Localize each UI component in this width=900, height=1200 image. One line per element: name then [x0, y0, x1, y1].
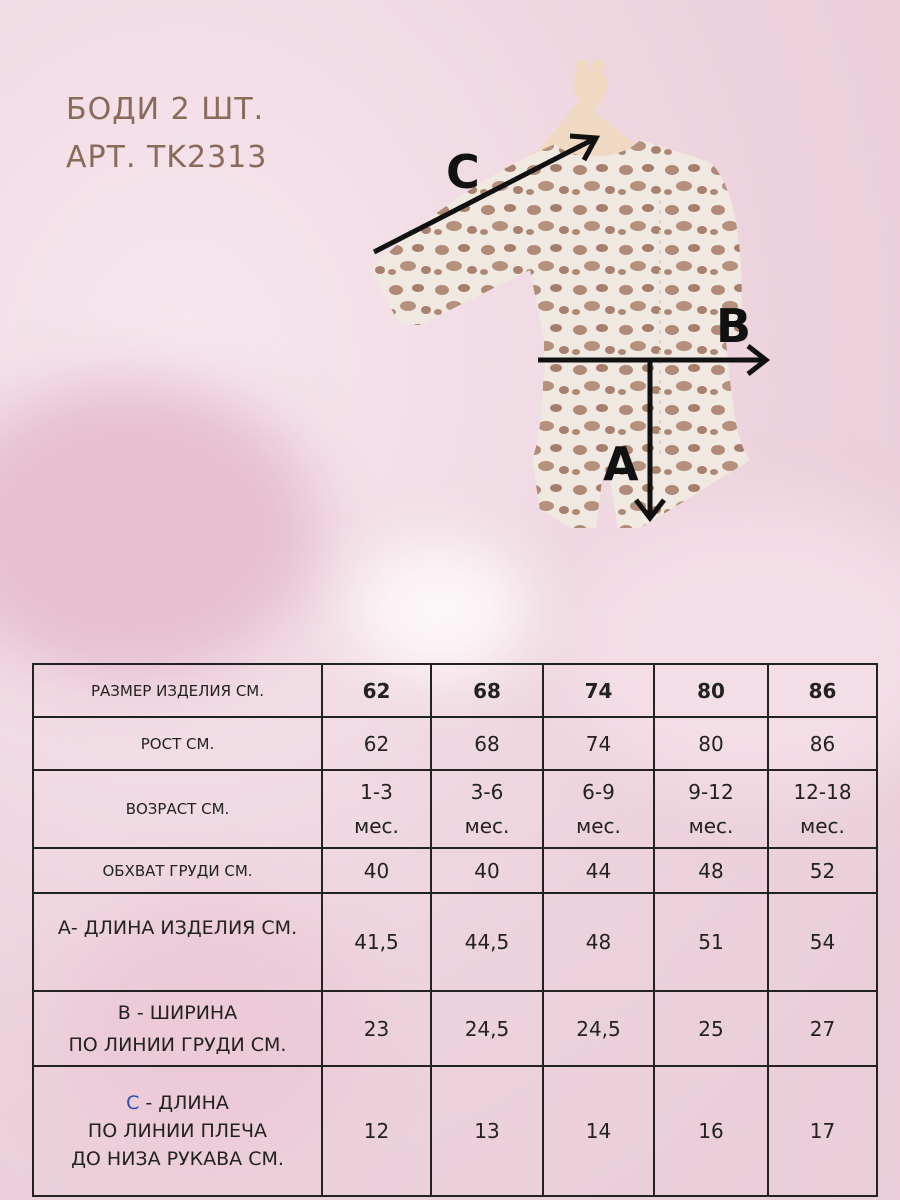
table-cell: 24,5 [431, 991, 543, 1066]
table-cell: 9-12 мес. [654, 770, 768, 848]
table-cell: 24,5 [543, 991, 654, 1066]
table-cell: 27 [768, 991, 877, 1066]
table-cell: 48 [654, 848, 768, 893]
size-68: 68 [431, 664, 543, 717]
size-62: 62 [322, 664, 431, 717]
label-a: A [603, 437, 639, 491]
product-article: АРТ. TK2313 [66, 140, 268, 175]
table-row [33, 770, 877, 848]
table-cell: 68 [431, 717, 543, 770]
table-cell: 3-6 мес. [431, 770, 543, 848]
table-cell: 40 [431, 848, 543, 893]
size-table [32, 663, 878, 1197]
bodysuit-diagram [340, 40, 800, 540]
size-80: 80 [654, 664, 768, 717]
table-cell: 14 [543, 1066, 654, 1196]
label-c: C [446, 145, 480, 199]
heart-decoration [350, 540, 530, 680]
table-row [33, 893, 877, 991]
table-cell: 86 [768, 717, 877, 770]
c-letter: С [126, 1092, 140, 1114]
bodysuit-icon [370, 140, 750, 528]
table-cell: 17 [768, 1066, 877, 1196]
background-blob [0, 380, 320, 680]
table-cell: 54 [768, 893, 877, 991]
table-cell: 12 [322, 1066, 431, 1196]
label-b: B [716, 299, 752, 353]
table-row [33, 991, 877, 1066]
row-label: ВОЗРАСТ СМ. [33, 770, 322, 848]
table-cell: 52 [768, 848, 877, 893]
product-title: БОДИ 2 ШТ. [66, 92, 265, 127]
table-cell: 44 [543, 848, 654, 893]
row-label: РАЗМЕР ИЗДЕЛИЯ СМ. [33, 664, 322, 717]
row-label: С - ДЛИНА ПО ЛИНИИ ПЛЕЧА ДО НИЗА РУКАВА СМ. [33, 1066, 322, 1196]
table-cell: 62 [322, 717, 431, 770]
table-cell: 40 [322, 848, 431, 893]
table-cell: 41,5 [322, 893, 431, 991]
table-cell: 48 [543, 893, 654, 991]
row-label: РОСТ СМ. [33, 717, 322, 770]
table-row [33, 1066, 877, 1196]
table-cell: 51 [654, 893, 768, 991]
table-cell: 80 [654, 717, 768, 770]
size-74: 74 [543, 664, 654, 717]
table-cell: 6-9 мес. [543, 770, 654, 848]
table-cell: 23 [322, 991, 431, 1066]
size-86: 86 [768, 664, 877, 717]
row-label: А- ДЛИНА ИЗДЕЛИЯ СМ. [33, 893, 322, 991]
table-cell: 25 [654, 991, 768, 1066]
table-row [33, 664, 877, 717]
table-cell: 16 [654, 1066, 768, 1196]
table-cell: 13 [431, 1066, 543, 1196]
table-row [33, 848, 877, 893]
row-label: ОБХВАТ ГРУДИ СМ. [33, 848, 322, 893]
row-label: В - ШИРИНА ПО ЛИНИИ ГРУДИ СМ. [33, 991, 322, 1066]
table-cell: 74 [543, 717, 654, 770]
table-cell: 12-18 мес. [768, 770, 877, 848]
table-cell: 1-3 мес. [322, 770, 431, 848]
table-row [33, 717, 877, 770]
table-cell: 44,5 [431, 893, 543, 991]
